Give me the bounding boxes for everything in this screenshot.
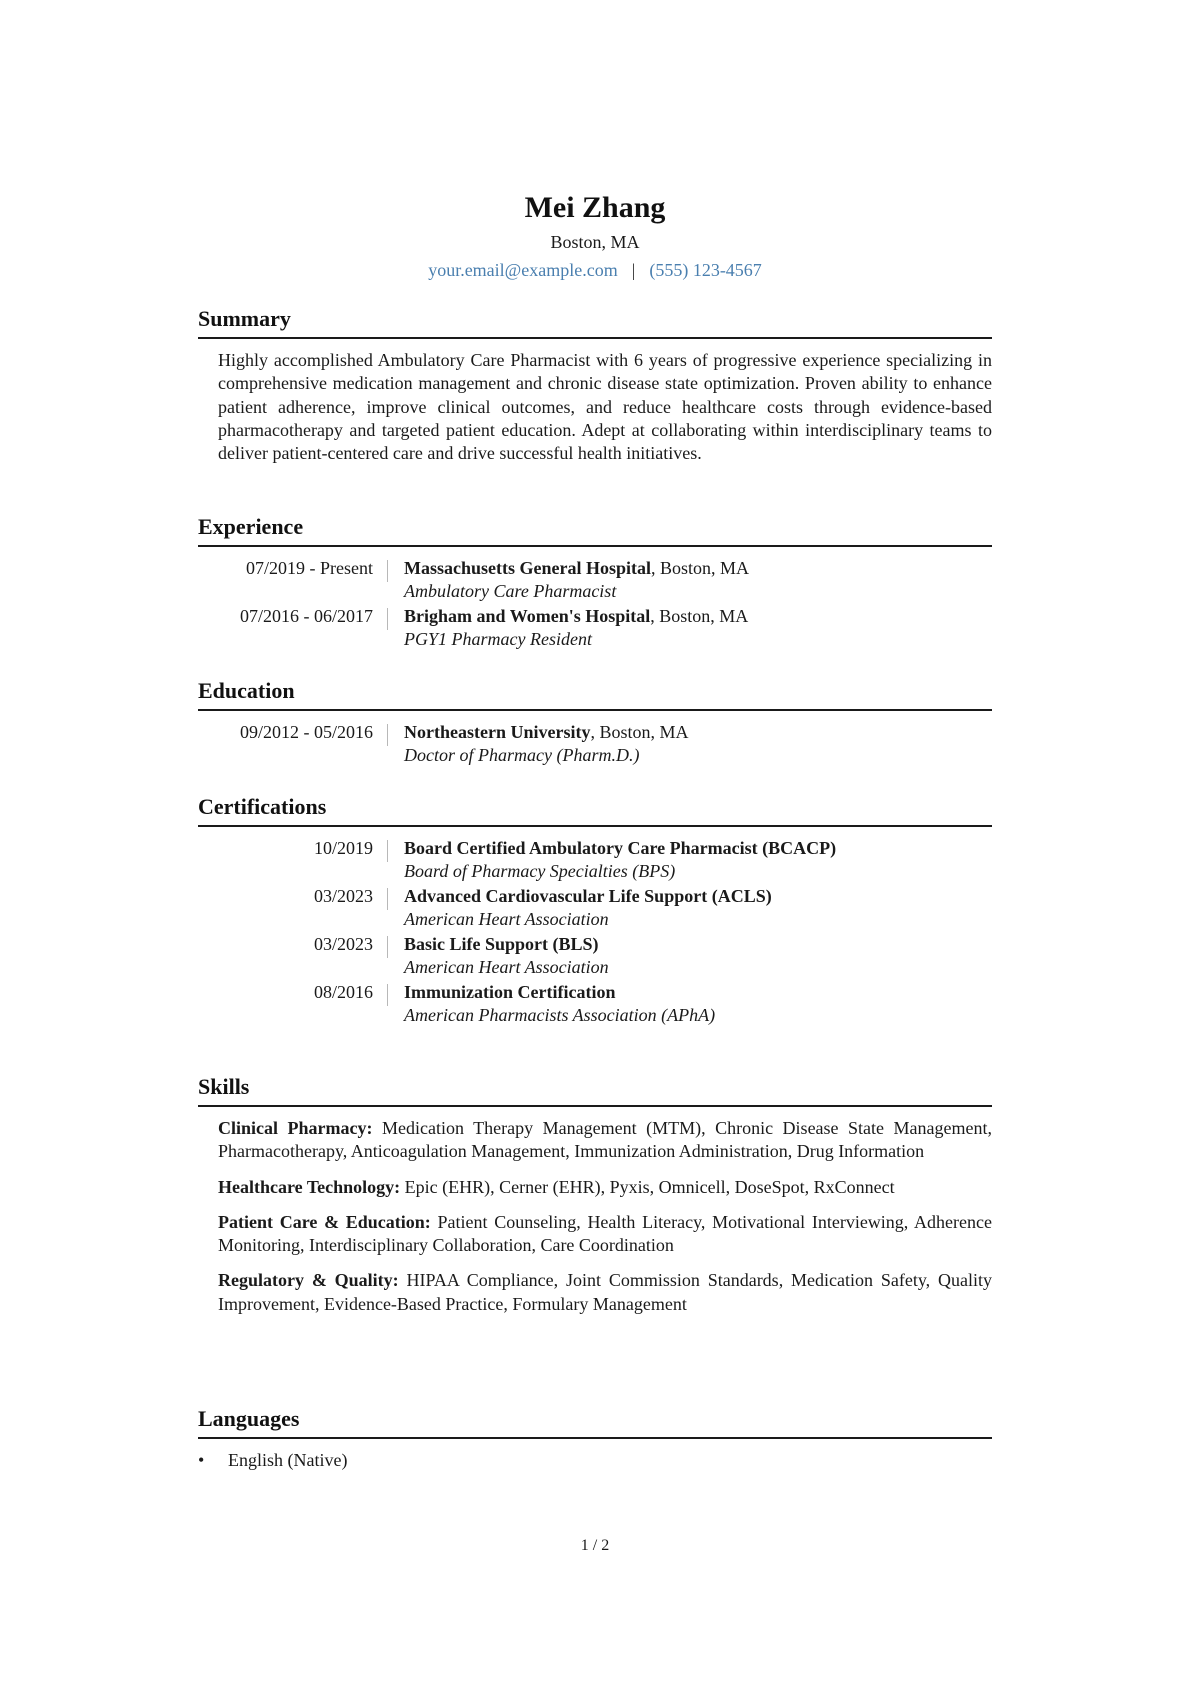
education-section (198, 677, 992, 769)
skill-list: Epic (EHR), Cerner (EHR), Pyxis, Omnicell, DoseSpot, RxConnect (400, 1176, 895, 1197)
entry-date: 07/2019 - Present (246, 558, 373, 578)
list-item (198, 1449, 992, 1472)
certifications-section (198, 793, 992, 1029)
candidate-location: Boston, MA (550, 232, 640, 252)
certification-issuer: American Heart Association (404, 957, 609, 977)
section-title-skills: Skills (198, 1073, 992, 1107)
skill-category: Healthcare Technology: (218, 1176, 401, 1197)
section-title-summary: Summary (198, 305, 992, 339)
certification-entry (198, 837, 992, 883)
certification-name: Board Certified Ambulatory Care Pharmacist (BCACP) (404, 838, 837, 858)
skill-list: Medication Therapy Management (MTM), Chronic Disease State Management, Pharmacotherapy, Anticoagulation Management, Immunization Administration, Drug Information (218, 1118, 992, 1162)
entry-date: 07/2016 - 06/2017 (240, 606, 373, 626)
summary-text: Highly accomplished Ambulatory Care Pharmacist with 6 years of progressive experience specializing in comprehensive medication management and chronic disease state optimization. Proven ability to enhance patient adherence, improve clinical outcomes, and reduce healthcare costs through evidence-based pharmacotherapy and targeted patient education. Adept at collaborating within interdisciplinary teams to deliver patient-centered care and drive successful health initiatives. (218, 350, 992, 464)
skill-category: Clinical Pharmacy: (218, 1118, 373, 1138)
certification-name: Immunization Certification (404, 982, 616, 1002)
degree: Doctor of Pharmacy (Pharm.D.) (404, 745, 640, 765)
experience-entry (198, 605, 992, 651)
certification-entry (198, 885, 992, 931)
employer-name: Brigham and Women's Hospital (404, 606, 651, 626)
certification-issuer: Board of Pharmacy Specialties (BPS) (404, 861, 676, 881)
section-title-languages: Languages (198, 1405, 992, 1439)
entry-date: 08/2016 (313, 982, 373, 1002)
certification-entry (198, 981, 992, 1027)
school-location: , Boston, MA (590, 722, 689, 742)
email-link[interactable]: your.email@example.com (428, 260, 618, 280)
skill-list: HIPAA Compliance, Joint Commission Standards, Medication Safety, Quality Improvement, Evidence-Based Practice, Formulary Management (218, 1270, 992, 1314)
certification-name: Advanced Cardiovascular Life Support (ACLS) (404, 886, 772, 906)
skill-category: Patient Care & Education: (218, 1211, 431, 1232)
employer-name: Massachusetts General Hospital (404, 558, 651, 578)
phone-link[interactable]: (555) 123-4567 (649, 260, 762, 280)
skill-group (218, 1176, 992, 1199)
certification-name: Basic Life Support (BLS) (404, 934, 599, 954)
certification-issuer: American Heart Association (404, 909, 609, 929)
language-list (198, 1449, 992, 1472)
section-title-education: Education (198, 677, 992, 711)
skill-category: Regulatory & Quality: (218, 1270, 399, 1291)
section-title-experience: Experience (198, 513, 992, 547)
summary-section (198, 305, 992, 465)
education-entry (198, 721, 992, 767)
language: English (Native) (228, 1450, 348, 1470)
entry-date: 03/2023 (313, 886, 373, 906)
skill-group (218, 1211, 992, 1258)
certification-entry (198, 933, 992, 979)
bullet-icon: • (198, 1450, 205, 1470)
languages-section (198, 1405, 992, 1472)
skill-list: Patient Counseling, Health Literacy, Motivational Interviewing, Adherence Monitoring, Interdisciplinary Collaboration, Care Coordination (218, 1211, 992, 1256)
experience-section (198, 513, 992, 653)
skills-section (198, 1073, 992, 1328)
candidate-name: Mei Zhang (524, 191, 666, 224)
contact-separator: | (631, 260, 636, 280)
resume-header (198, 190, 992, 282)
employer-location: , Boston, MA (651, 558, 750, 578)
skill-group (218, 1117, 992, 1164)
experience-entry (198, 557, 992, 603)
employer-location: , Boston, MA (650, 606, 749, 626)
skill-group (218, 1269, 992, 1316)
section-title-certifications: Certifications (198, 793, 992, 827)
school-name: Northeastern University (404, 722, 591, 742)
job-title: Ambulatory Care Pharmacist (404, 581, 617, 601)
certification-issuer: American Pharmacists Association (APhA) (404, 1005, 716, 1025)
contact-line (198, 258, 992, 282)
entry-date: 03/2023 (313, 934, 373, 954)
entry-date: 09/2012 - 05/2016 (240, 722, 373, 742)
job-title: PGY1 Pharmacy Resident (404, 629, 592, 649)
entry-date: 10/2019 (313, 838, 373, 858)
page-number: 1 / 2 (580, 1537, 610, 1554)
